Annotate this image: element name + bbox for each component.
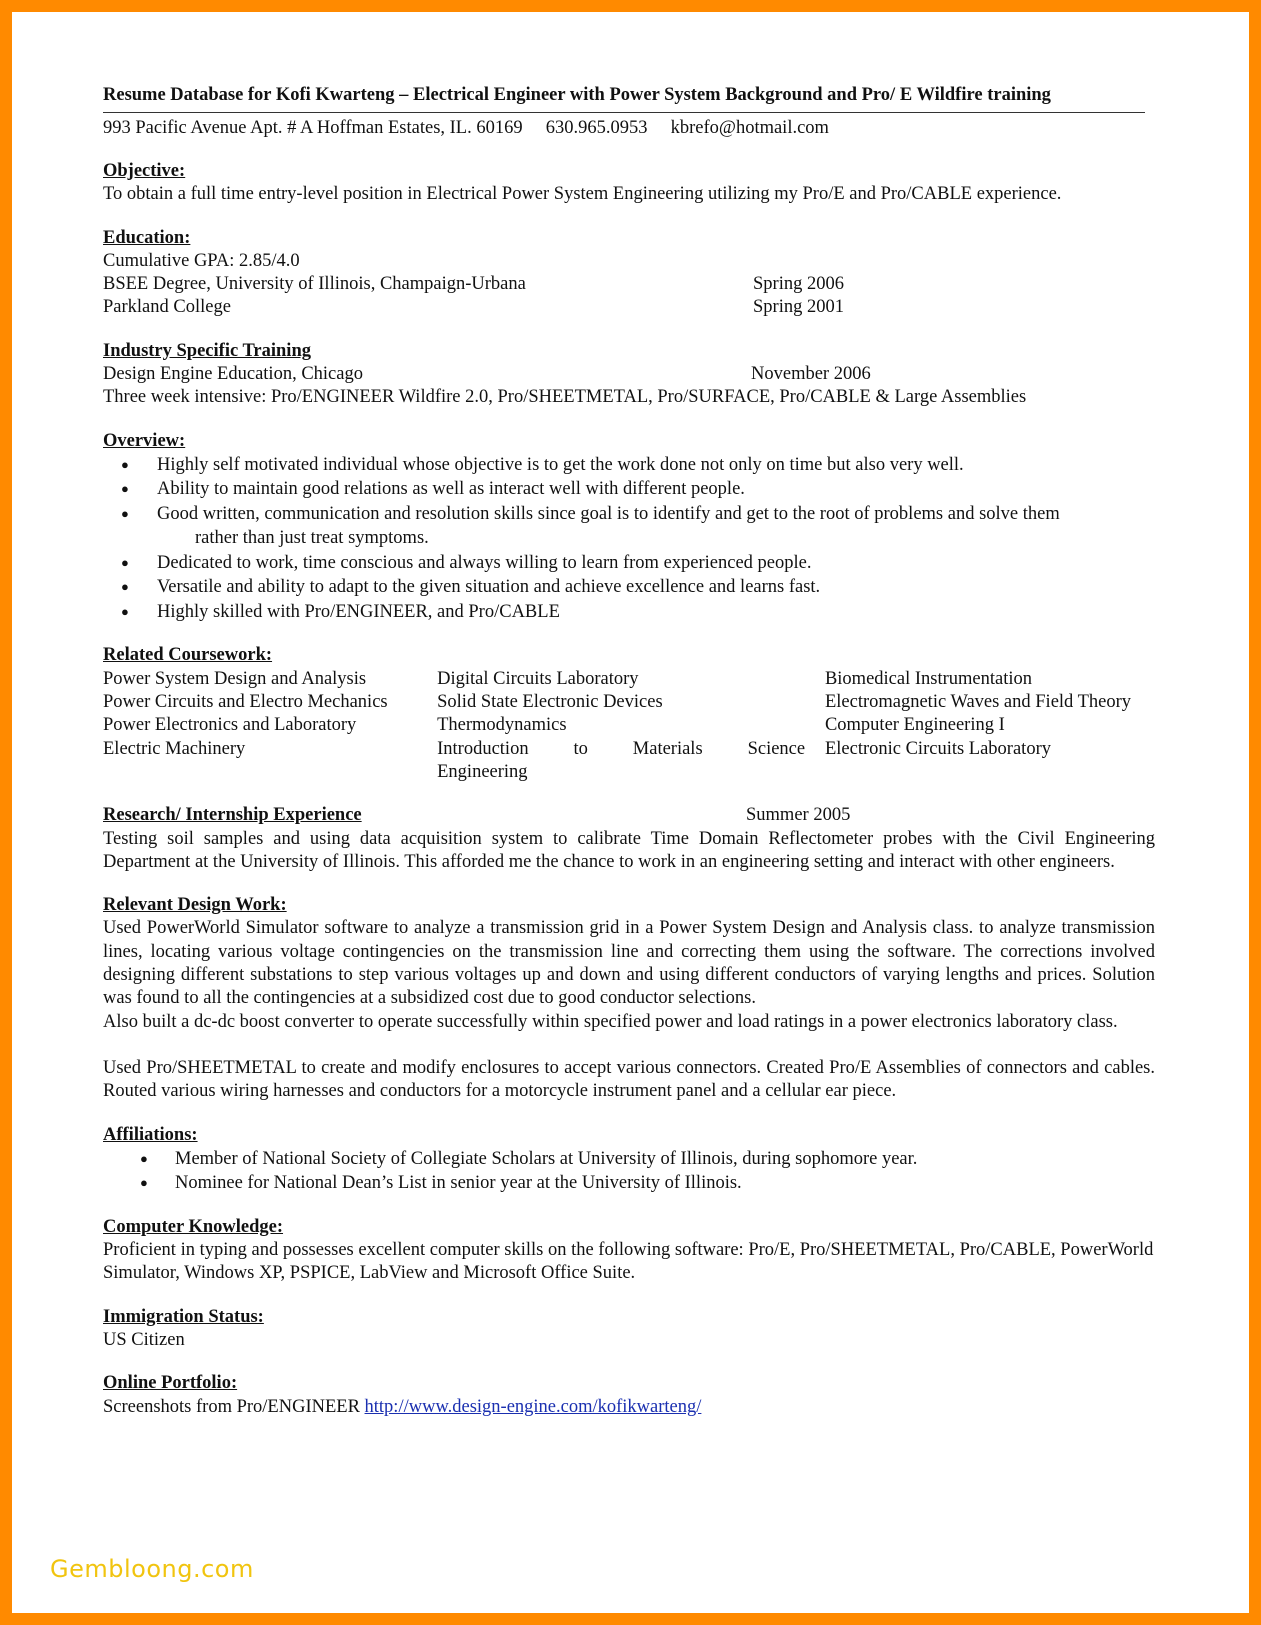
- research-heading: Research/ Internship Experience: [103, 805, 362, 826]
- training-date: November 2006: [751, 364, 871, 385]
- bullet-icon: ●: [140, 1175, 148, 1191]
- coursework-col-3: [825, 668, 1173, 784]
- course-item: Power Circuits and Electro Mechanics: [103, 692, 388, 713]
- list-item: [103, 502, 1173, 551]
- training-heading: Industry Specific Training: [103, 340, 311, 361]
- design-section: [103, 894, 1173, 1103]
- list-item-continuation: rather than just treat symptoms.: [195, 528, 429, 549]
- course-item-materials: [437, 738, 805, 761]
- list-item: [103, 453, 1173, 478]
- bullet-icon: ●: [140, 1150, 148, 1166]
- list-item-text: Nominee for National Dean’s List in senior year at the University of Illinois.: [175, 1173, 742, 1194]
- training-row: [103, 363, 1173, 386]
- portfolio-heading: Online Portfolio:: [103, 1373, 238, 1394]
- course-item: Biomedical Instrumentation: [824, 668, 1033, 689]
- training-section: [103, 340, 1173, 410]
- course-word: Materials: [632, 738, 703, 759]
- course-item: Digital Circuits Laboratory: [437, 668, 639, 689]
- portfolio-link[interactable]: http://www.design-engine.com/kofikwarteng/: [364, 1396, 702, 1417]
- contact-line: [103, 116, 1173, 140]
- coursework-heading: Related Coursework:: [103, 645, 273, 666]
- list-item-text: Dedicated to work, time conscious and always willing to learn from experienced people.: [157, 552, 812, 573]
- list-item: [103, 551, 1173, 576]
- course-item: Computer Engineering I: [824, 715, 1005, 736]
- computer-heading: Computer Knowledge:: [103, 1216, 284, 1237]
- objective-heading: Objective:: [103, 161, 186, 181]
- course-item: Power Electronics and Laboratory: [103, 715, 357, 736]
- bullet-icon: ●: [121, 554, 129, 570]
- list-item-text: Ability to maintain good relations as well as interact well with different people.: [157, 479, 745, 500]
- bullet-icon: ●: [121, 579, 129, 595]
- list-item: [103, 1147, 1173, 1172]
- research-heading-row: [103, 804, 1173, 827]
- bullet-icon: ●: [121, 505, 129, 521]
- design-paragraph-1: Used PowerWorld Simulator software to analyze a transmission grid in a Power System Design and Analysis class. to analyze transmission lines, locating various voltage contingencies on the transmission line and correcting them using the software. The corrections involved designing different substations to step various voltages up and down and using different conductors of varying lengths and prices. Solution was found to all the contingencies at a subsidized cost due to good conductor selections.: [103, 918, 1155, 1009]
- overview-section: [103, 430, 1173, 625]
- resume-title: Resume Database for Kofi Kwarteng – Electrical Engineer with Power System Background and Pro/ E Wildfire training: [103, 85, 1051, 105]
- list-item: [103, 575, 1173, 600]
- portfolio-line: [103, 1396, 1173, 1419]
- course-item: Electromagnetic Waves and Field Theory: [824, 692, 1132, 713]
- education-date: Spring 2006: [753, 274, 844, 295]
- course-item: Solid State Electronic Devices: [437, 692, 663, 713]
- resume-content: [103, 82, 1173, 1419]
- design-paragraph-2: Also built a dc-dc boost converter to operate successfully within specified power and load ratings in a power electronics laboratory class.: [103, 1011, 1118, 1032]
- course-item-continuation: Engineering: [437, 761, 528, 782]
- education-row: [103, 273, 1173, 296]
- design-paragraph-3: Used Pro/SHEETMETAL to create and modify enclosures to accept various connectors. Created Pro/E Assemblies of connectors and cables. Routed various wiring harnesses and conductors for a motorcycle instrument panel and a cellular ear piece.: [103, 1057, 1155, 1102]
- coursework-col-1: [103, 668, 437, 784]
- bullet-icon: ●: [121, 603, 129, 619]
- computer-section: [103, 1216, 1173, 1286]
- overview-list: [103, 453, 1173, 625]
- resume-page: [12, 12, 1249, 1613]
- education-gpa: Cumulative GPA: 2.85/4.0: [103, 250, 300, 271]
- overview-heading: Overview:: [103, 430, 186, 451]
- course-word: Science: [747, 738, 806, 759]
- education-date: Spring 2001: [753, 297, 844, 318]
- training-detail: Three week intensive: Pro/ENGINEER Wildfire 2.0, Pro/SHEETMETAL, Pro/SURFACE, Pro/CABLE & Large Assemblies: [103, 387, 1027, 408]
- affiliations-list: [103, 1147, 1173, 1196]
- immigration-text: US Citizen: [103, 1330, 185, 1350]
- watermark-text: Gembloong.com: [50, 1555, 254, 1583]
- title-rule: [103, 108, 1145, 113]
- education-school: BSEE Degree, University of Illinois, Champaign-Urbana: [103, 274, 526, 295]
- education-heading: Education:: [103, 227, 191, 248]
- immigration-heading: Immigration Status:: [103, 1306, 264, 1327]
- research-date: Summer 2005: [746, 805, 851, 826]
- course-item: Power System Design and Analysis: [103, 668, 367, 689]
- list-item: [103, 477, 1173, 502]
- bullet-icon: ●: [121, 456, 129, 472]
- coursework-columns: [103, 668, 1173, 784]
- coursework-col-2: [437, 668, 825, 784]
- contact-phone: 630.965.0953: [545, 118, 648, 138]
- list-item-text: Good written, communication and resolution skills since goal is to identify and get to the root of problems and solve them: [157, 503, 1060, 524]
- training-place: Design Engine Education, Chicago: [103, 364, 363, 385]
- contact-address: 993 Pacific Avenue Apt. # A Hoffman Estates, IL. 60169: [103, 118, 523, 138]
- affiliations-section: [103, 1124, 1173, 1196]
- portfolio-text: Screenshots from Pro/ENGINEER: [103, 1396, 360, 1417]
- research-section: [103, 804, 1173, 874]
- design-heading: Relevant Design Work:: [103, 895, 287, 916]
- objective-section: [103, 160, 1173, 207]
- list-item: [103, 600, 1173, 625]
- course-word: to: [573, 738, 588, 759]
- list-item-text: Versatile and ability to adapt to the given situation and achieve excellence and learns fast.: [157, 577, 821, 598]
- course-item: Electric Machinery: [103, 738, 246, 759]
- education-section: [103, 227, 1173, 320]
- education-row: [103, 296, 1173, 319]
- portfolio-section: [103, 1372, 1173, 1419]
- affiliations-heading: Affiliations:: [103, 1124, 198, 1145]
- list-item-text: Highly skilled with Pro/ENGINEER, and Pro/CABLE: [157, 601, 560, 622]
- computer-text: Proficient in typing and possesses excellent computer skills on the following software: Pro/E, Pro/SHEETMETAL, Pro/CABLE, PowerWorld Simulator, Windows XP, PSPICE, LabView and Microsoft Office Suite.: [103, 1240, 1154, 1284]
- course-word: Introduction: [437, 738, 529, 759]
- research-text: Testing soil samples and using data acquisition system to calibrate Time Domain Reflectometer probes with the Civil Engineering Department at the University of Illinois. This afforded me the chance to work in an engineering setting and interact with other engineers.: [103, 828, 1155, 872]
- immigration-section: [103, 1306, 1173, 1353]
- contact-email: kbrefo@hotmail.com: [670, 118, 829, 138]
- list-item: [103, 1171, 1173, 1196]
- list-item-text: Member of National Society of Collegiate Scholars at University of Illinois, during sophomore year.: [175, 1148, 918, 1169]
- coursework-section: [103, 644, 1173, 784]
- course-item: Electronic Circuits Laboratory: [824, 738, 1051, 759]
- course-item: Thermodynamics: [437, 715, 567, 736]
- bullet-icon: ●: [121, 481, 129, 497]
- list-item-text: Highly self motivated individual whose objective is to get the work done not only on time but also very well.: [157, 454, 964, 475]
- objective-text: To obtain a full time entry-level position in Electrical Power System Engineering utilizing my Pro/E and Pro/CABLE experience.: [103, 184, 1062, 205]
- education-school: Parkland College: [103, 297, 231, 318]
